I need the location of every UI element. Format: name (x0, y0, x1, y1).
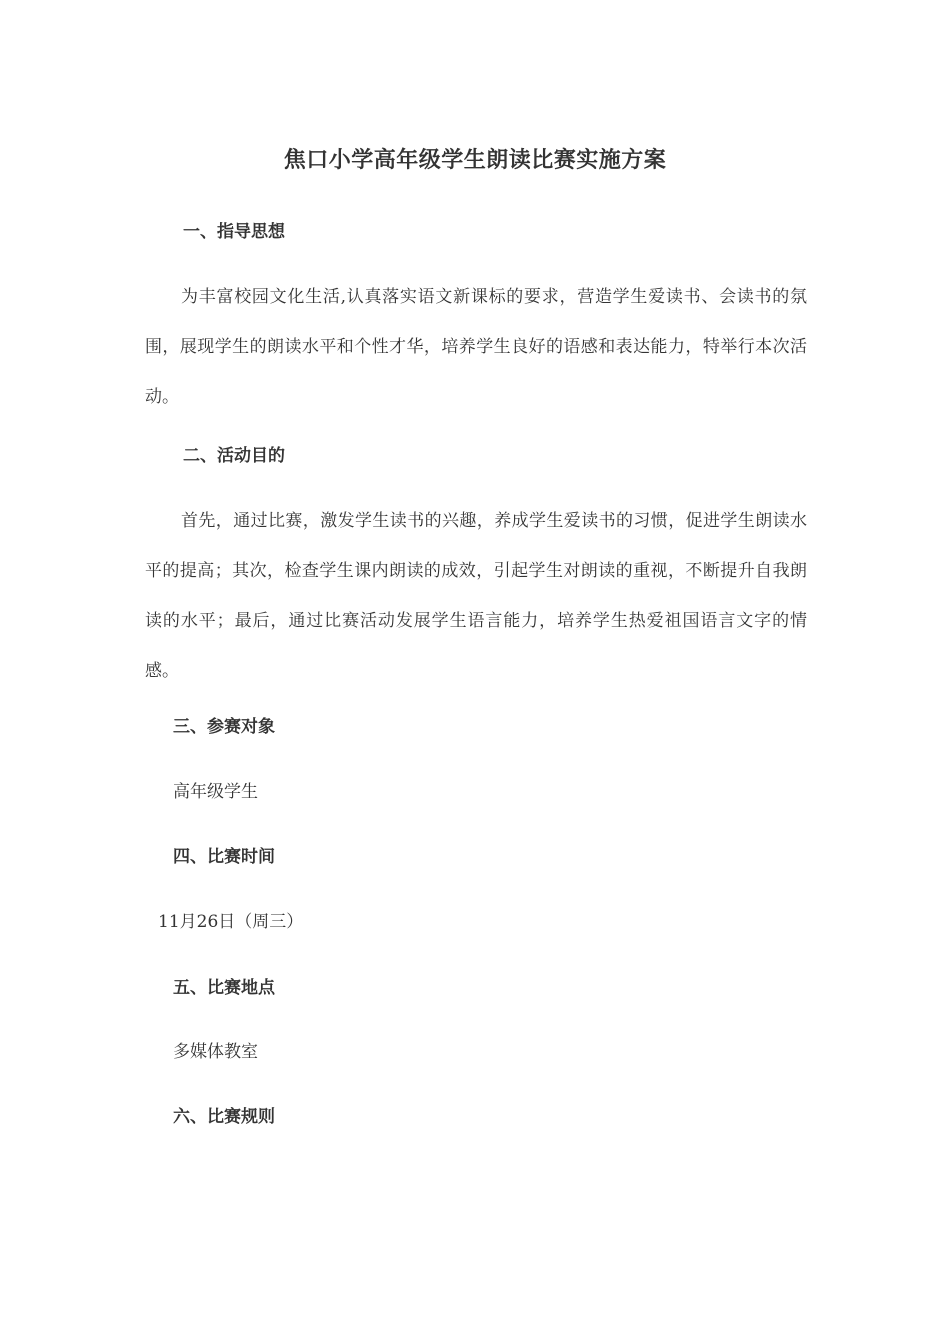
section-heading-participants: 三、参赛对象 (173, 717, 275, 737)
section-body-competition-venue: 多媒体教室 (173, 1042, 258, 1062)
section-body-participants: 高年级学生 (173, 782, 258, 802)
section-heading-activity-purpose: 二、活动目的 (183, 446, 285, 466)
section-heading-competition-rules: 六、比赛规则 (173, 1107, 275, 1127)
section-heading-competition-venue: 五、比赛地点 (173, 978, 275, 998)
document-title: 焦口小学高年级学生朗读比赛实施方案 (283, 147, 667, 173)
section-heading-guiding-ideology: 一、指导思想 (183, 222, 285, 242)
section-body-competition-time: 11月26日（周三） (158, 912, 304, 932)
section-body-guiding-ideology: 为丰富校园文化生活,认真落实语文新课标的要求，营造学生爱读书、会读书的氛围，展现学生的朗读水平和个性才华，培养学生良好的语感和表达能力，特举行本次活动。 (145, 287, 807, 407)
section-body-activity-purpose: 首先，通过比赛，激发学生读书的兴趣，养成学生爱读书的习惯，促进学生朗读水平的提高；其次，检查学生课内朗读的成效，引起学生对朗读的重视，不断提升自我朗读的水平；最后，通过比赛活动发展学生语言能力，培养学生热爱祖国语言文字的情感。 (145, 511, 807, 681)
section-heading-competition-time: 四、比赛时间 (173, 847, 275, 867)
